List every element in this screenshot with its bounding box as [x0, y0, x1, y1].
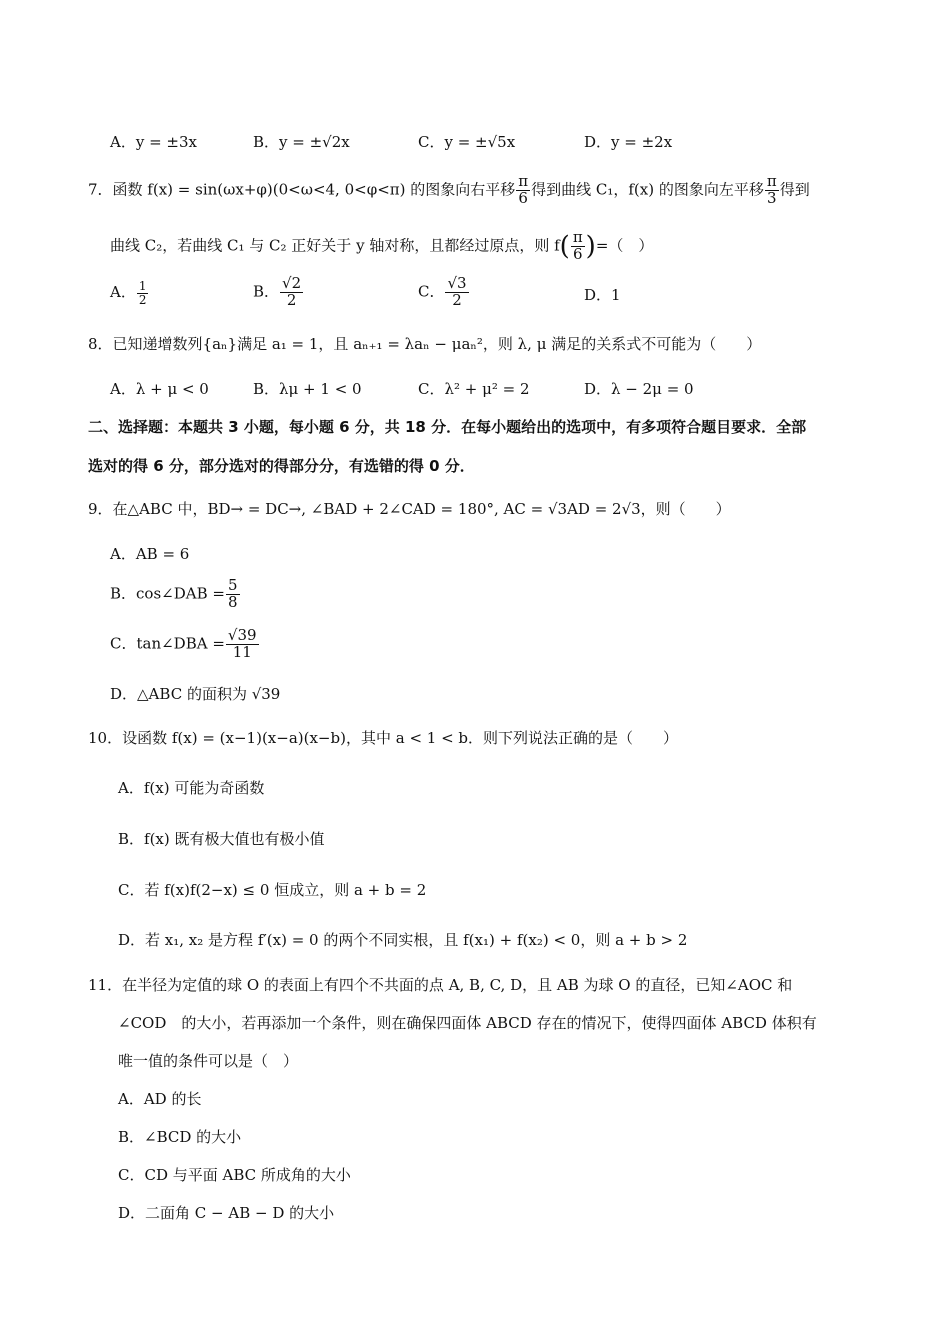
section-heading-line1: 二、选择题：本题共 3 小题，每小题 6 分，共 18 分．在每小题给出的选项中，有多项符合题目要求．全部	[88, 418, 807, 436]
q10-option-b: B．f(x) 既有极大值也有极小值	[118, 830, 325, 848]
q11-stem-line1: 11．在半径为定值的球 O 的表面上有四个不共面的点 A, B, C, D，且 AB 为球 O 的直径，已知∠AOC 和	[88, 976, 793, 994]
q11-option-d: D．二面角 C − AB − D 的大小	[118, 1204, 335, 1222]
fraction-pi-3: $\frac{\pi}{3}$	[766, 172, 777, 207]
q8-option-c: C．λ² + μ² = 2	[418, 380, 530, 398]
q11-stem-line2: ∠COD 的大小，若再添加一个条件，则在确保四面体 ABCD 存在的情况下，使得四面体 ABCD 体积有	[118, 1014, 817, 1032]
fraction-pi-6: $\frac{\pi}{6}$	[518, 172, 529, 207]
q7-option-a: A． $\frac{1}{2}$	[110, 279, 147, 307]
q10-option-c: C．若 f(x)f(2−x) ≤ 0 恒成立，则 a + b = 2	[118, 881, 427, 899]
q10-option-d: D．若 x₁, x₂ 是方程 f′(x) = 0 的两个不同实根，且 f(x₁) + f(x₂) < 0，则 a + b > 2	[118, 931, 688, 949]
q7-stem-line1: 7．函数 f(x) = sin(ωx+φ)(0<ω<4, 0<φ<π) 的图象向右平移 $\frac{\pi}{6}$ 得到曲线 C₁，f(x) 的图象向左平移 $\frac{\pi}{3}$ 得到	[88, 172, 810, 207]
q9-option-d: D．△ABC 的面积为 √39	[110, 685, 281, 703]
q6-option-b: B．y = ±√2x	[253, 133, 350, 151]
q9-option-b: B．cos∠DAB = $\frac{5}{8}$	[110, 576, 238, 611]
q8-option-d: D．λ − 2μ = 0	[584, 380, 694, 398]
q9-option-a: A．AB = 6	[110, 545, 190, 563]
q8-option-b: B．λμ + 1 < 0	[253, 380, 362, 398]
q7-option-b: B． $\frac{√2}{2}$	[253, 274, 302, 309]
q6-option-c: C．y = ±√5x	[418, 133, 516, 151]
q7-option-c: C． $\frac{√3}{2}$	[418, 274, 467, 309]
section-heading-line2: 选对的得 6 分，部分选对的得部分分，有选错的得 0 分．	[88, 457, 475, 475]
q6-option-a: A．y = ±3x	[110, 133, 197, 151]
q11-stem-line3: 唯一值的条件可以是（ ）	[118, 1052, 299, 1070]
q9-stem: 9．在△ABC 中，BD→ = DC→, ∠BAD + 2∠CAD = 180°, AC = √3AD = 2√3，则（ ）	[88, 500, 731, 518]
q11-option-c: C．CD 与平面 ABC 所成角的大小	[118, 1166, 351, 1184]
q10-option-a: A．f(x) 可能为奇函数	[118, 779, 265, 797]
q10-stem: 10．设函数 f(x) = (x−1)(x−a)(x−b)，其中 a < 1 < b．则下列说法正确的是（ ）	[88, 729, 679, 747]
q9-option-c: C．tan∠DBA = $\frac{√39}{11}$	[110, 626, 257, 661]
q8-option-a: A．λ + μ < 0	[110, 380, 209, 398]
fraction-pi-6-arg: $\frac{\pi}{6}$	[572, 228, 583, 263]
q7-stem-line2: 曲线 C₂，若曲线 C₁ 与 C₂ 正好关于 y 轴对称，且都经过原点，则 f( $\frac{\pi}{6}$ )=（ ）	[110, 228, 654, 263]
q7-option-d: D．1	[584, 286, 621, 304]
q8-stem: 8．已知递增数列{aₙ}满足 a₁ = 1，且 aₙ₊₁ = λaₙ − μaₙ²，则 λ, μ 满足的关系式不可能为（ ）	[88, 335, 762, 353]
q6-option-d: D．y = ±2x	[584, 133, 673, 151]
q11-option-b: B．∠BCD 的大小	[118, 1128, 242, 1146]
q11-option-a: A．AD 的长	[118, 1090, 202, 1108]
